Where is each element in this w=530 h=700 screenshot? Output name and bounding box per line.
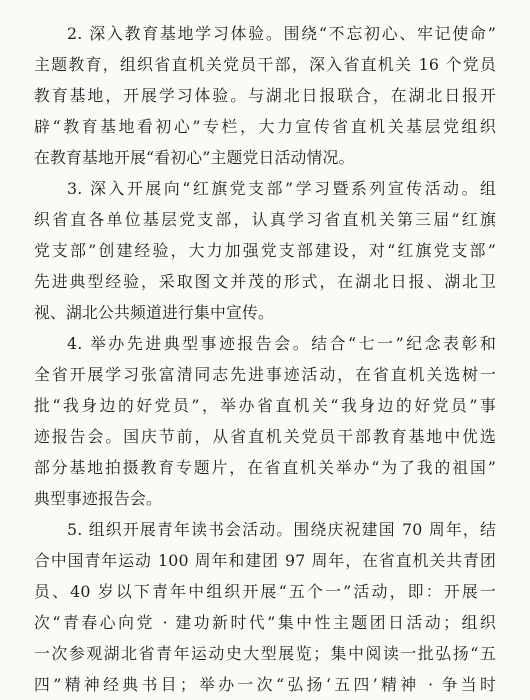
text-line: 批“我身边的好党员”，举办省直机关“我身边的好党员”事 — [34, 396, 496, 415]
text-line: 2. 深入教育基地学习体验。围绕“不忘初心、牢记使命” — [67, 24, 496, 43]
text-line: 迹报告会。国庆节前，从省直机关党员干部教育基地中优选 — [34, 427, 496, 446]
text-line: 党支部”创建经验，大力加强党支部建设，对“红旗党支部” — [34, 241, 496, 260]
text-line: 在教育基地开展“看初心”主题党日活动情况。 — [34, 148, 355, 167]
text-line: 先进典型经验，采取图文并茂的形式，在湖北日报、湖北卫 — [34, 272, 496, 291]
paragraph-item-5 — [34, 514, 496, 700]
paragraph-item-3 — [34, 173, 496, 328]
paragraph-item-4 — [34, 328, 496, 514]
text-line: 织省直各单位基层党支部，认真学习省直机关第三届“红旗 — [34, 210, 496, 229]
text-line: 视、湖北公共频道进行集中宣传。 — [34, 303, 274, 322]
text-line: 员、40 岁以下青年中组织开展“五个一”活动，即：开展一 — [34, 582, 496, 601]
text-line: 一次参观湖北省青年运动史大型展览；集中阅读一批弘扬“五 — [34, 644, 496, 663]
text-line: 3. 深入开展向“红旗党支部”学习暨系列宣传活动。组 — [67, 179, 496, 198]
text-line: 四”精神经典书目；举办一次“弘扬‘五四’精神 · 争当时 — [34, 675, 496, 694]
text-line: 辟“教育基地看初心”专栏，大力宣传省直机关基层党组织 — [34, 117, 496, 136]
text-line: 教育基地，开展学习体验。与湖北日报联合，在湖北日报开 — [34, 86, 496, 105]
text-line: 主题教育，组织省直机关党员干部，深入省直机关 16 个党员 — [34, 55, 496, 74]
text-line: 次“青春心向党 · 建功新时代”集中性主题团日活动；组织 — [34, 613, 496, 632]
text-line: 4. 举办先进典型事迹报告会。结合“七一”纪念表彰和 — [67, 334, 496, 353]
paragraph-item-2 — [34, 18, 496, 173]
text-line: 5. 组织开展青年读书会活动。围绕庆祝建国 70 周年，结 — [67, 520, 496, 539]
text-line: 合中国青年运动 100 周年和建团 97 周年，在省直机关共青团 — [34, 551, 496, 570]
text-line: 部分基地拍摄教育专题片，在省直机关举办“为了我的祖国” — [34, 458, 496, 477]
text-line: 全省开展学习张富清同志先进事迹活动，在省直机关选树一 — [34, 365, 496, 384]
text-line: 典型事迹报告会。 — [34, 489, 162, 508]
